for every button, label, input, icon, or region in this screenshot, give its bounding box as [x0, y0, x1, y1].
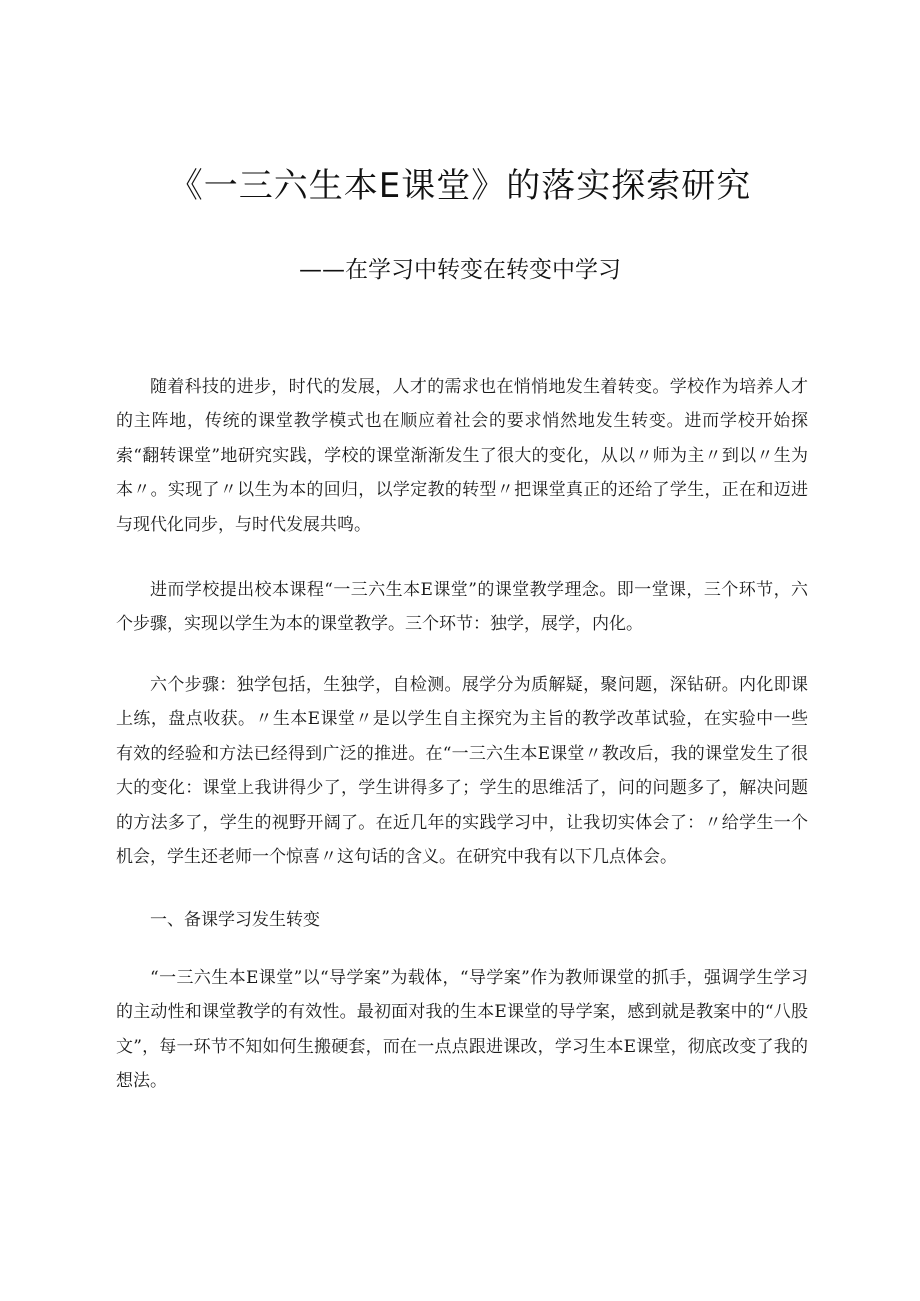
paragraph-concept: 进而学校提出校本课程“一三六生本E课堂”的课堂教学理念。即一堂课，三个环节，六个步骤，实现以学生为本的课堂教学。三个环节：独学，展学，内化。: [116, 580, 808, 635]
section-heading: 一、备课学习发生转变: [150, 910, 320, 930]
paragraph-intro: 随着科技的进步，时代的发展，人才的需求也在悄悄地发生着转变。学校作为培养人才的主阵地，传统的课堂教学模式也在顺应着社会的要求悄然地发生转变。进而学校开始探索“翻转课堂”地研究实践，学校的课堂渐渐发生了很大的变化，从以〃师为主〃到以〃生为本〃。实现了〃以生为本的回归，以学定教的转型〃把课堂真正的还给了学生，正在和迈进与现代化同步，与时代发展共鸣。: [116, 377, 808, 535]
document-subtitle: ——在学习中转变在转变中学习: [299, 257, 621, 283]
paragraph-lesson-prep: “一三六生本E课堂”以“导学案”为载体，“导学案”作为教师课堂的抓手，强调学生学习的主动性和课堂教学的有效性。最初面对我的生本E课堂的导学案，感到就是教案中的“八股文”，每一环节不知如何生搬硬套，而在一点点跟进课改，学习生本E课堂，彻底改变了我的想法。: [116, 968, 808, 1092]
paragraph-six-steps: 六个步骤：独学包括，生独学，自检测。展学分为质解疑，聚问题，深钻研。内化即课上练，盘点收获。〃生本E课堂〃是以学生自主探究为主旨的教学改革试验，在实验中一些有效的经验和方法已经得到广泛的推进。在“一三六生本E课堂〃教改后，我的课堂发生了很大的变化：课堂上我讲得少了，学生讲得多了；学生的思维活了，问的问题多了，解决问题的方法多了，学生的视野开阔了。在近几年的实践学习中，让我切实体会了：〃给学生一个机会，学生还老师一个惊喜〃这句话的含义。在研究中我有以下几点体会。: [116, 675, 808, 868]
document-title: 《一三六生本E课堂》的落实探索研究: [168, 166, 752, 206]
